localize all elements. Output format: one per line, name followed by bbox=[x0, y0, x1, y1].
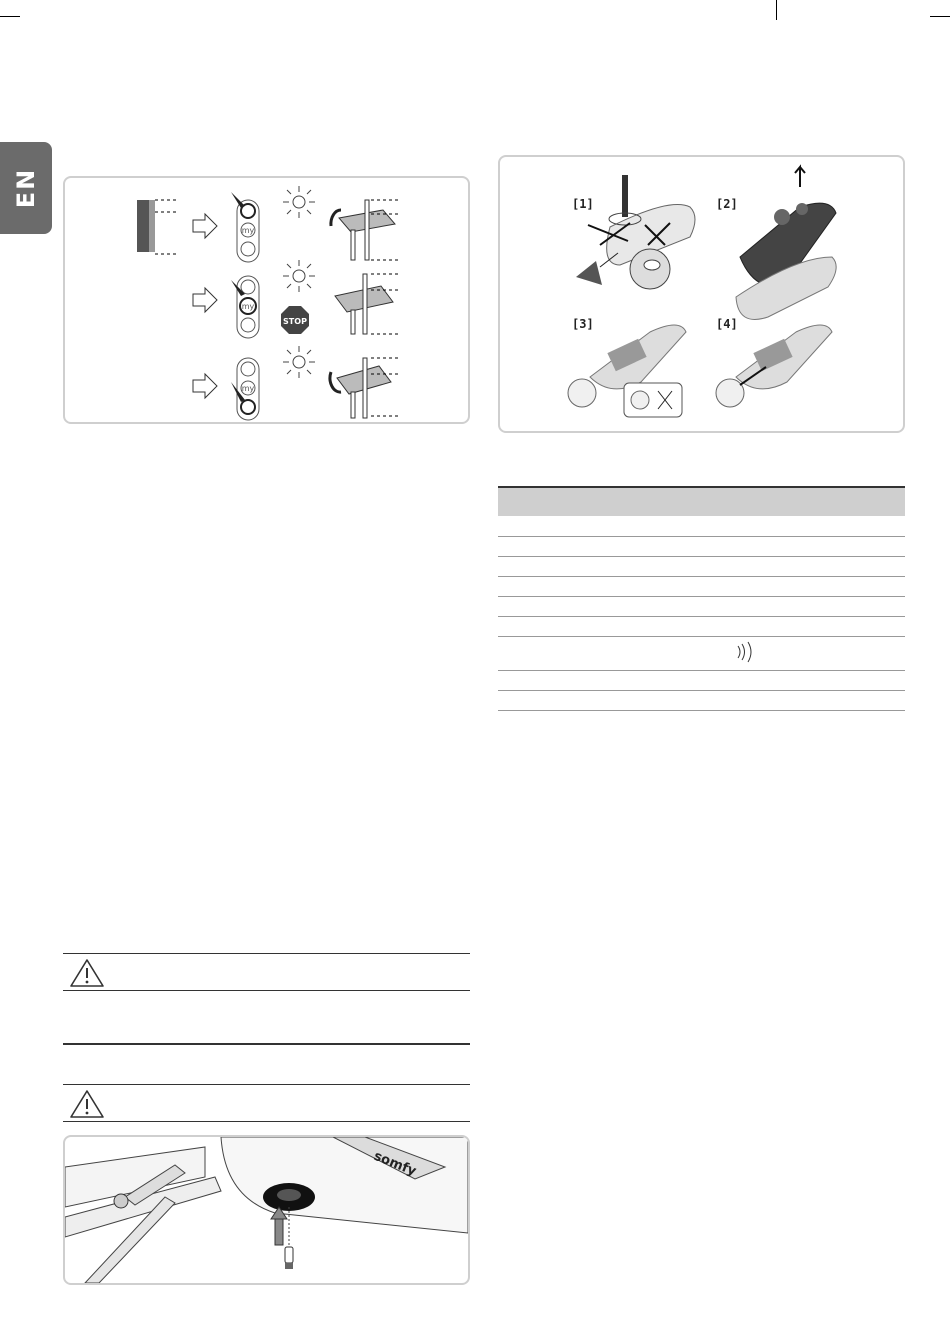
table-row bbox=[498, 556, 905, 576]
bulb-icon bbox=[285, 1247, 293, 1263]
battery-diagram bbox=[500, 157, 903, 431]
crop-mark bbox=[930, 16, 950, 17]
battery-insert-illustration bbox=[716, 325, 832, 407]
warning-row bbox=[63, 953, 470, 991]
language-label: EN bbox=[11, 167, 40, 209]
step-label-2: [2] bbox=[716, 197, 738, 211]
motor-diagram bbox=[65, 1137, 468, 1283]
table-row bbox=[498, 670, 905, 690]
brand-label: somfy bbox=[371, 1148, 419, 1180]
svg-text:STOP: STOP bbox=[283, 317, 307, 326]
my-button-label: my bbox=[241, 226, 255, 235]
step-label-4: [4] bbox=[716, 317, 738, 331]
my-button-label: my bbox=[241, 384, 255, 393]
warning-row bbox=[63, 1084, 470, 1122]
battery-replacement-panel bbox=[498, 155, 905, 433]
warning-icon bbox=[67, 958, 107, 988]
specifications-table bbox=[498, 486, 905, 711]
step-label-3: [3] bbox=[572, 317, 594, 331]
remote-back-illustration bbox=[576, 175, 695, 289]
crop-mark bbox=[776, 0, 777, 20]
table-row bbox=[498, 536, 905, 556]
battery-removal-illustration bbox=[568, 325, 686, 417]
table-row bbox=[498, 576, 905, 596]
insert-arrow-icon bbox=[275, 1217, 283, 1245]
stop-sign-icon bbox=[281, 306, 309, 334]
radio-signal-icon bbox=[734, 640, 754, 664]
remote-cover-illustration bbox=[736, 167, 836, 320]
indicator-light-icon bbox=[283, 186, 315, 378]
table-row bbox=[498, 636, 905, 670]
table-row bbox=[498, 516, 905, 536]
motor-installation-panel bbox=[63, 1135, 470, 1285]
language-tab bbox=[0, 142, 52, 234]
table-row bbox=[498, 596, 905, 616]
arrow-icon bbox=[193, 214, 217, 398]
warning-icon bbox=[67, 1089, 107, 1119]
shutter-icon bbox=[137, 200, 177, 254]
table-row bbox=[498, 690, 905, 710]
remote-illustration-panel bbox=[63, 176, 470, 424]
section-divider bbox=[63, 1043, 470, 1045]
table-header-row bbox=[498, 487, 905, 516]
my-button-label: my bbox=[241, 302, 255, 311]
step-label-1: [1] bbox=[572, 197, 594, 211]
remote-diagram bbox=[65, 178, 468, 422]
table-row bbox=[498, 616, 905, 636]
crop-mark bbox=[0, 16, 20, 17]
